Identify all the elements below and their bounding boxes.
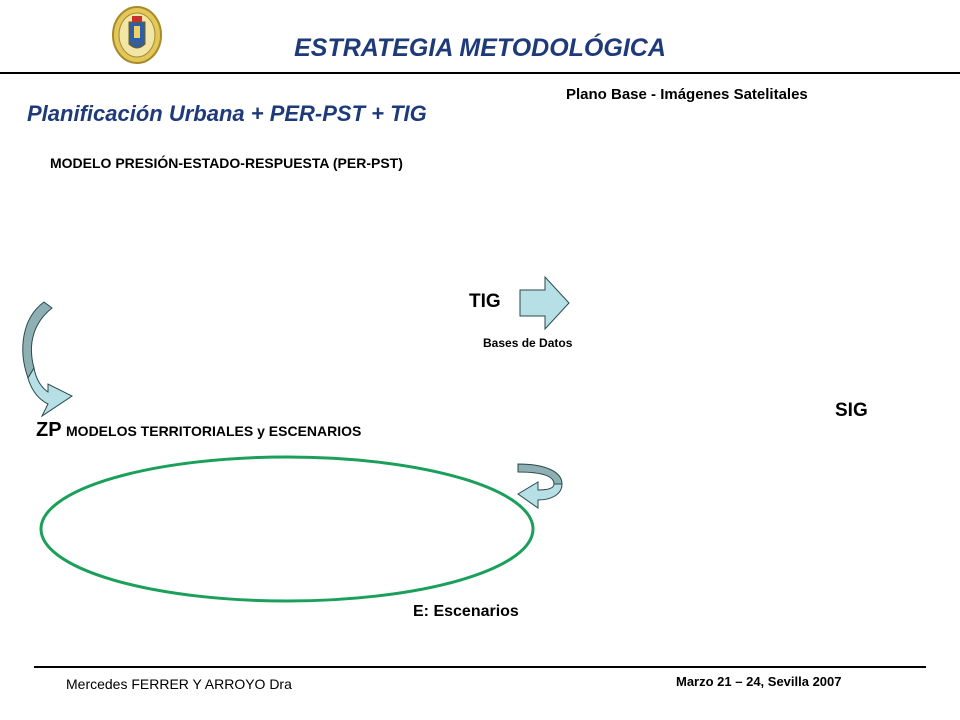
curved-arrow-icon <box>14 300 64 420</box>
zp-heading <box>36 419 361 442</box>
return-arrow-icon <box>516 462 566 512</box>
page-title: ESTRATEGIA METODOLÓGICA <box>294 34 666 62</box>
escenarios-label: E: Escenarios <box>413 603 519 620</box>
right-arrow-icon <box>519 276 571 330</box>
slide-subtitle: Planificación Urbana + PER-PST + TIG <box>27 101 427 126</box>
zp-text: MODELOS TERRITORIALES y ESCENARIOS <box>66 423 362 439</box>
footer-date: Marzo 21 – 24, Sevilla 2007 <box>676 674 842 689</box>
scenarios-ellipse <box>38 454 536 604</box>
bases-datos-label: Bases de Datos <box>483 336 573 350</box>
plano-base-label: Plano Base - Imágenes Satelitales <box>566 86 808 103</box>
footer-author: Mercedes FERRER Y ARROYO Dra <box>66 676 292 692</box>
zp-prefix: ZP <box>36 419 62 441</box>
tig-label: TIG <box>469 291 501 312</box>
footer-divider <box>34 666 926 668</box>
modelo-label: MODELO PRESIÓN-ESTADO-RESPUESTA (PER-PST) <box>50 155 403 171</box>
sig-label: SIG <box>835 400 868 421</box>
header-divider <box>0 72 960 74</box>
